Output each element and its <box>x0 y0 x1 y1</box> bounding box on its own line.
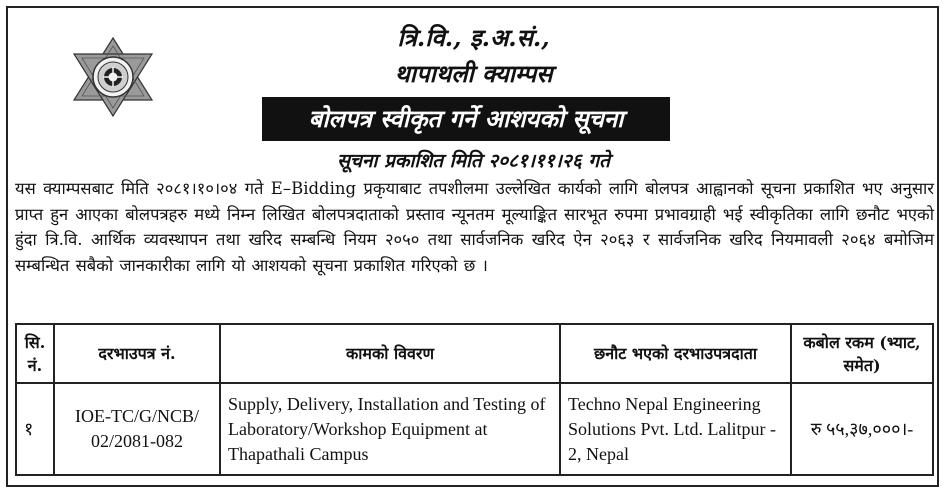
cell-bidder: Techno Nepal Engineering Solutions Pvt. Ltd. Lalitpur - 2, Nepal <box>560 383 791 475</box>
published-date: सूचना प्रकाशित मिति २०८१।११।२६ गते <box>337 150 610 172</box>
header-description: कामको विवरण <box>220 324 560 383</box>
header-sn: सि. नं. <box>16 324 54 383</box>
notice-banner: बोलपत्र स्वीकृत गर्ने आशयको सूचना <box>262 97 670 141</box>
header-bidder: छनौट भएको दरभाउपत्रदाता <box>560 324 791 383</box>
cell-amount: रु ५५,३७,०००।- <box>791 383 933 475</box>
table-row <box>16 383 933 475</box>
cell-description: Supply, Delivery, Installation and Testing of Laboratory/Workshop Equipment at Thapathali Campus <box>220 383 560 475</box>
header-bid-no: दरभाउपत्र नं. <box>54 324 220 383</box>
table-header-row <box>16 324 933 383</box>
notice-body-text: यस क्याम्पसबाट मिति २०८१।१०।०४ गते E–Bidding प्रकृयाबाट तपशीलमा उल्लेखित कार्यको लागि बोलपत्र आह्वानको सूचना प्रकाशित भए अनुसार प्राप्त हुन आएका बोलपत्रहरु मध्ये निम्न लिखित बोलपत्रदाताको प्रस्ताव न्यूनतम मूल्याङ्कित सारभूत रुपमा प्रभावग्राही भई स्वीकृतिका लागि छनौट भएको हुंदा त्रि.वि. आर्थिक व्यवस्थापन तथा खरिद सम्बन्धि नियम २०५० तथा सार्वजनिक खरिद ऐन २०६३ र सार्वजनिक खरिद नियमावली २०६४ बमोजिम सम्बन्धित सबैको जानकारीका लागि यो आशयको सूचना प्रकाशित गरिएको छ । <box>15 179 934 275</box>
award-table <box>15 323 934 476</box>
cell-bid-no: IOE-TC/G/NCB/ 02/2081-082 <box>54 383 220 475</box>
university-title: त्रि.वि., इ.अ.सं., <box>397 23 550 52</box>
cell-sn: १ <box>16 383 54 475</box>
header-amount: कबोल रकम (भ्याट, समेत) <box>791 324 933 383</box>
campus-title: थापाथली क्याम्पस <box>394 59 553 88</box>
